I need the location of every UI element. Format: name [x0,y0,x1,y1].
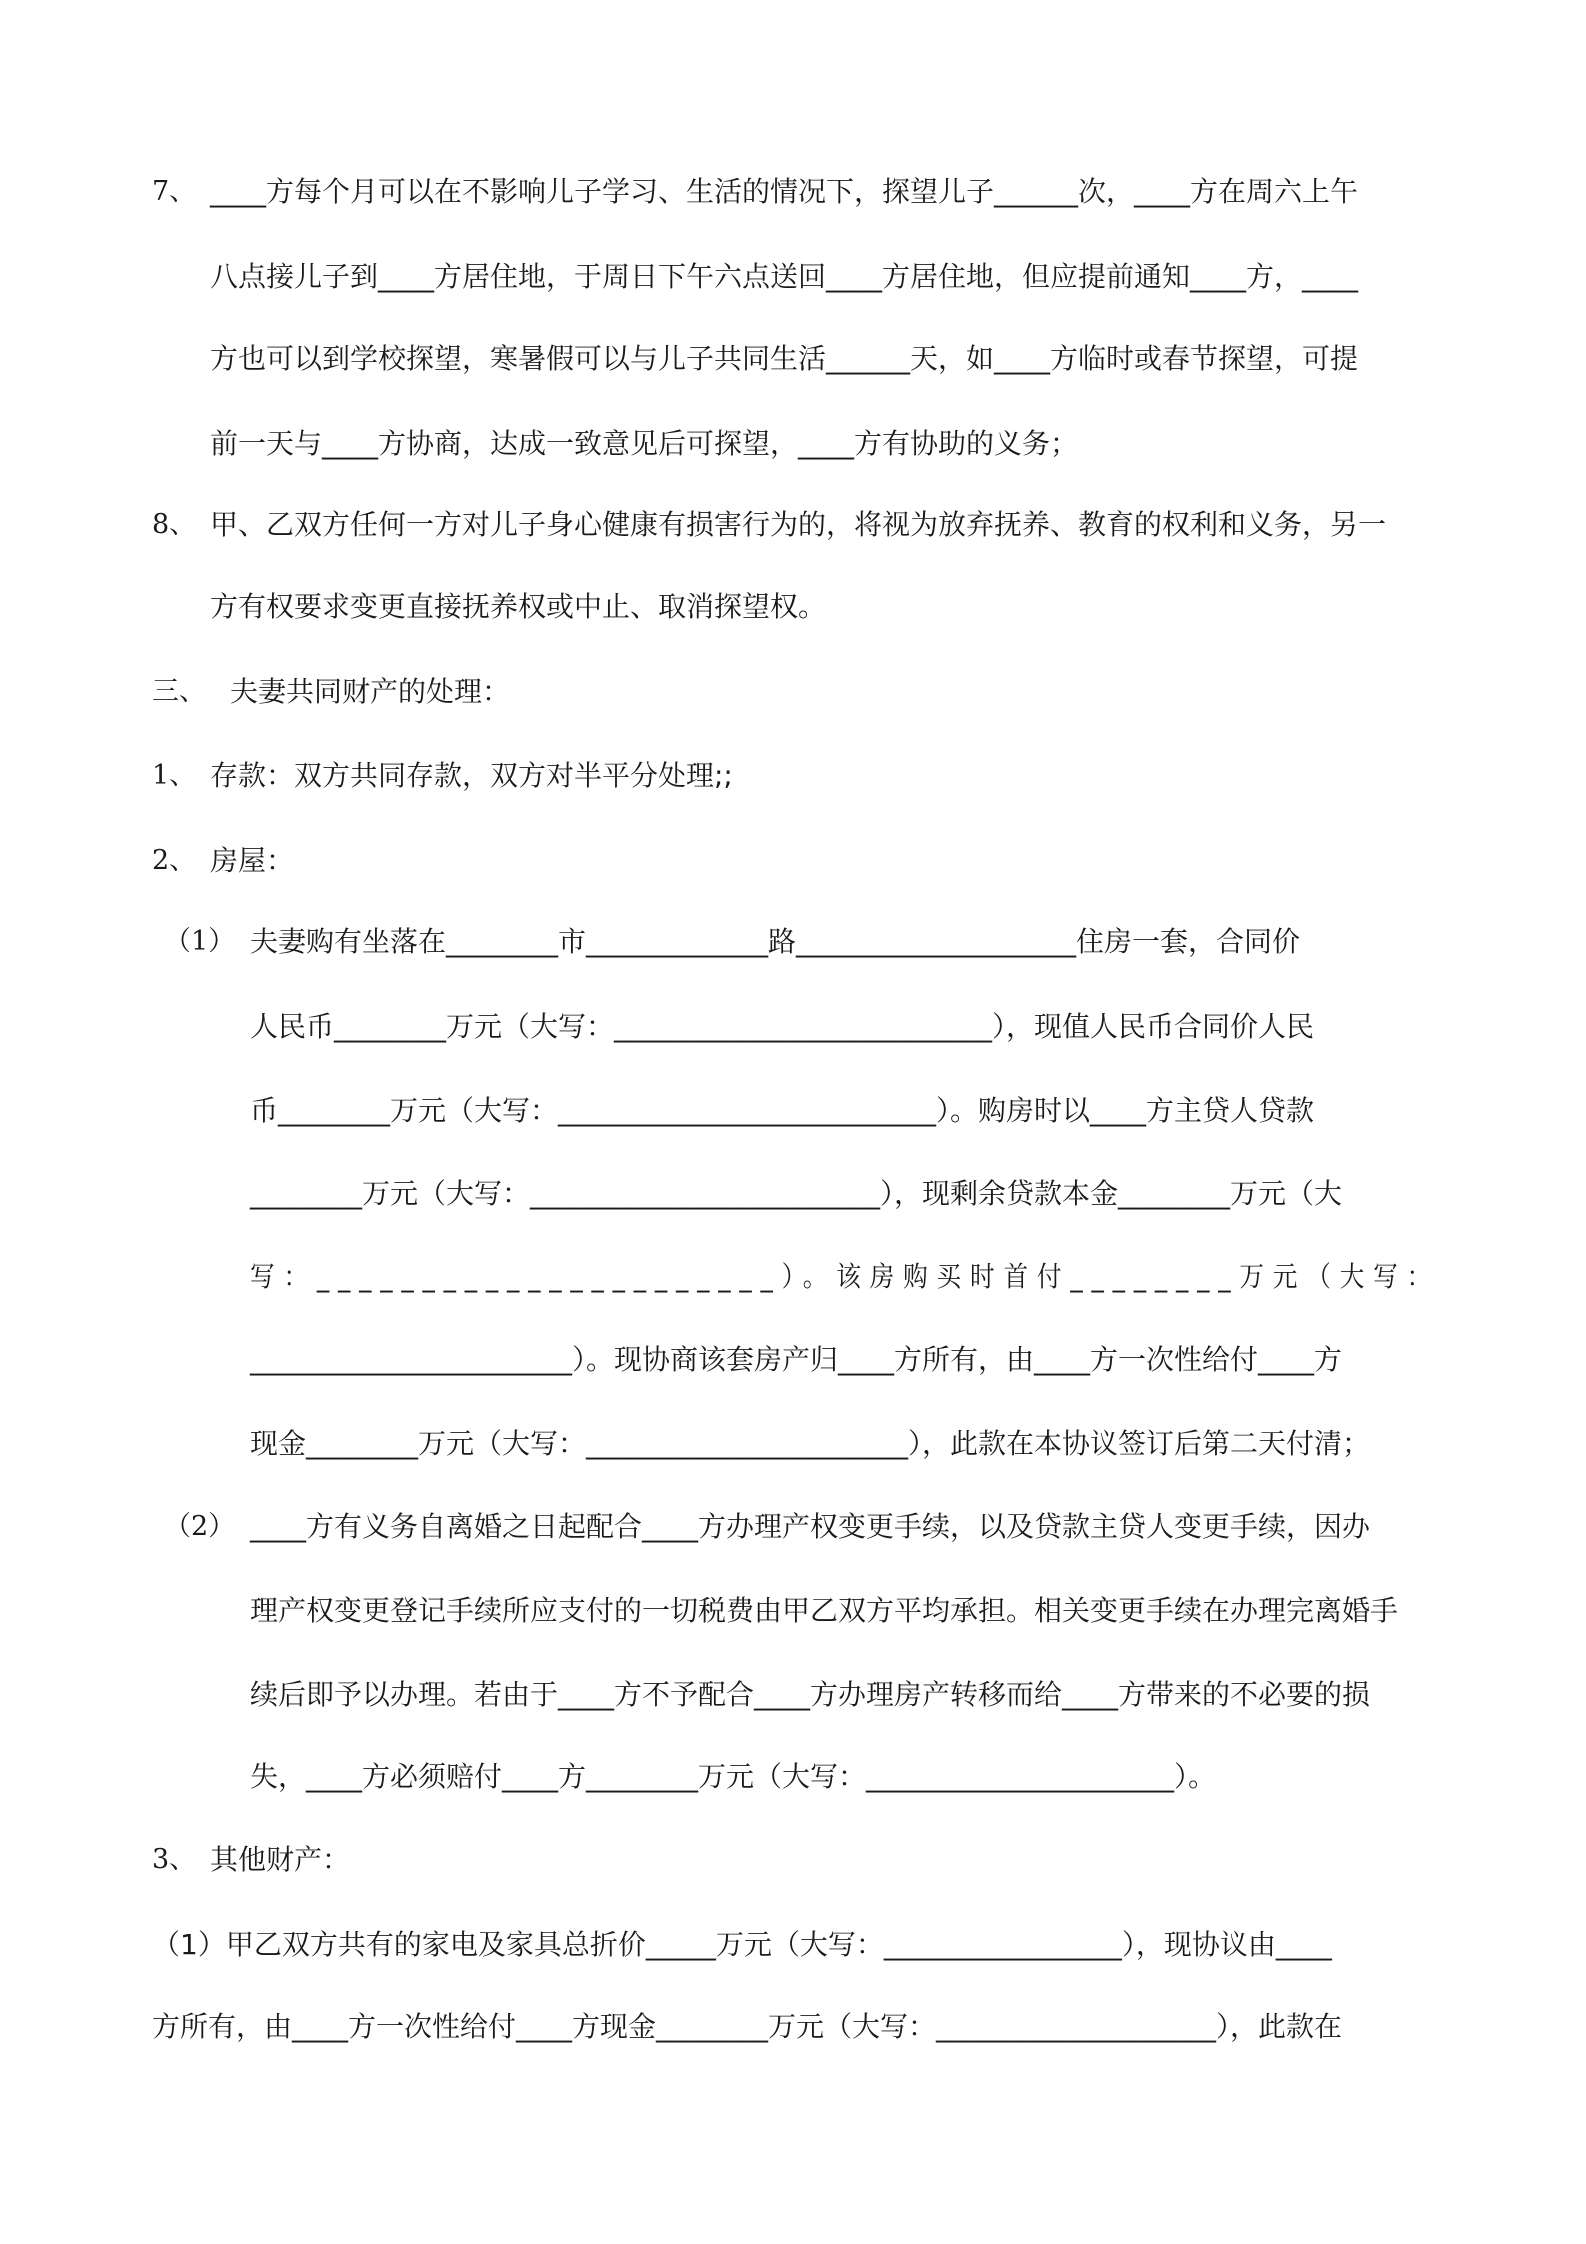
text-line: 甲、乙双方任何一方对儿子身心健康有损害行为的，将视为放弃抚养、教育的权利和义务，另一 [210,508,1387,541]
text-line: （1）甲乙双方共有的家电及家具总折价_____万元（大写：_________________），现协议由____ [152,1928,1332,1961]
text-line: 夫妻购有坐落在________市_____________路____________________住房一套，合同价 [250,925,1301,958]
text-line: 理产权变更登记手续所应支付的一切税费由甲乙双方平均承担。相关变更手续在办理完离婚手 [250,1594,1399,1627]
text-line: 现金________万元（大写：_______________________），此款在本协议签订后第二天付清； [250,1427,1371,1460]
sub-item-number: （1） [164,926,236,957]
section-number: 三、 [152,676,206,707]
text-line: ____方有义务自离婚之日起配合____方办理产权变更手续，以及贷款主贷人变更手续，因办 [250,1510,1371,1543]
text-line: 八点接儿子到____方居住地，于周日下午六点送回____方居住地，但应提前通知____方，____ [210,260,1359,293]
item-number: 2、 [152,845,197,876]
item-number: 8、 [152,509,197,540]
text-line: 续后即予以办理。若由于____方不予配合____方办理房产转移而给____方带来的不必要的损 [250,1678,1371,1711]
item-number: 3、 [152,1844,197,1875]
text-line: 人民币________万元（大写：___________________________），现值人民币合同价人民 [250,1010,1315,1043]
sub-item-number: （2） [164,1511,236,1542]
text-line: 房屋： [210,844,295,877]
text-line: 其他财产： [210,1843,351,1876]
item-number: 1、 [152,760,197,791]
text-line: _______________________）。现协商该套房产归____方所有，由____方一次性给付____方 [250,1343,1343,1376]
text-line: 失，____方必须赔付____方________万元（大写：______________________）。 [250,1760,1217,1793]
text-line: 方有权要求变更直接抚养权或中止、取消探望权。 [210,590,827,623]
section-heading: 夫妻共同财产的处理： [230,675,511,708]
text-line: 写：______________________）。该房购买时首付________万元（大写： [250,1260,1441,1293]
text-line: ________万元（大写：_________________________），现剩余贷款本金________万元（大 [250,1177,1343,1210]
item-number: 7、 [152,176,197,207]
text-line: 前一天与____方协商，达成一致意见后可探望，____方有协助的义务； [210,427,1079,460]
text-line: 存款：双方共同存款，双方对半平分处理;; [210,759,733,792]
text-line: 方所有，由____方一次性给付____方现金________万元（大写：____________________），此款在 [152,2010,1343,2043]
text-line: 方也可以到学校探望，寒暑假可以与儿子共同生活______天，如____方临时或春节探望，可提 [210,342,1359,375]
text-line: 币________万元（大写：___________________________）。购房时以____方主贷人贷款 [250,1094,1315,1127]
text-line: ____方每个月可以在不影响儿子学习、生活的情况下，探望儿子______次，____方在周六上午 [210,175,1359,208]
